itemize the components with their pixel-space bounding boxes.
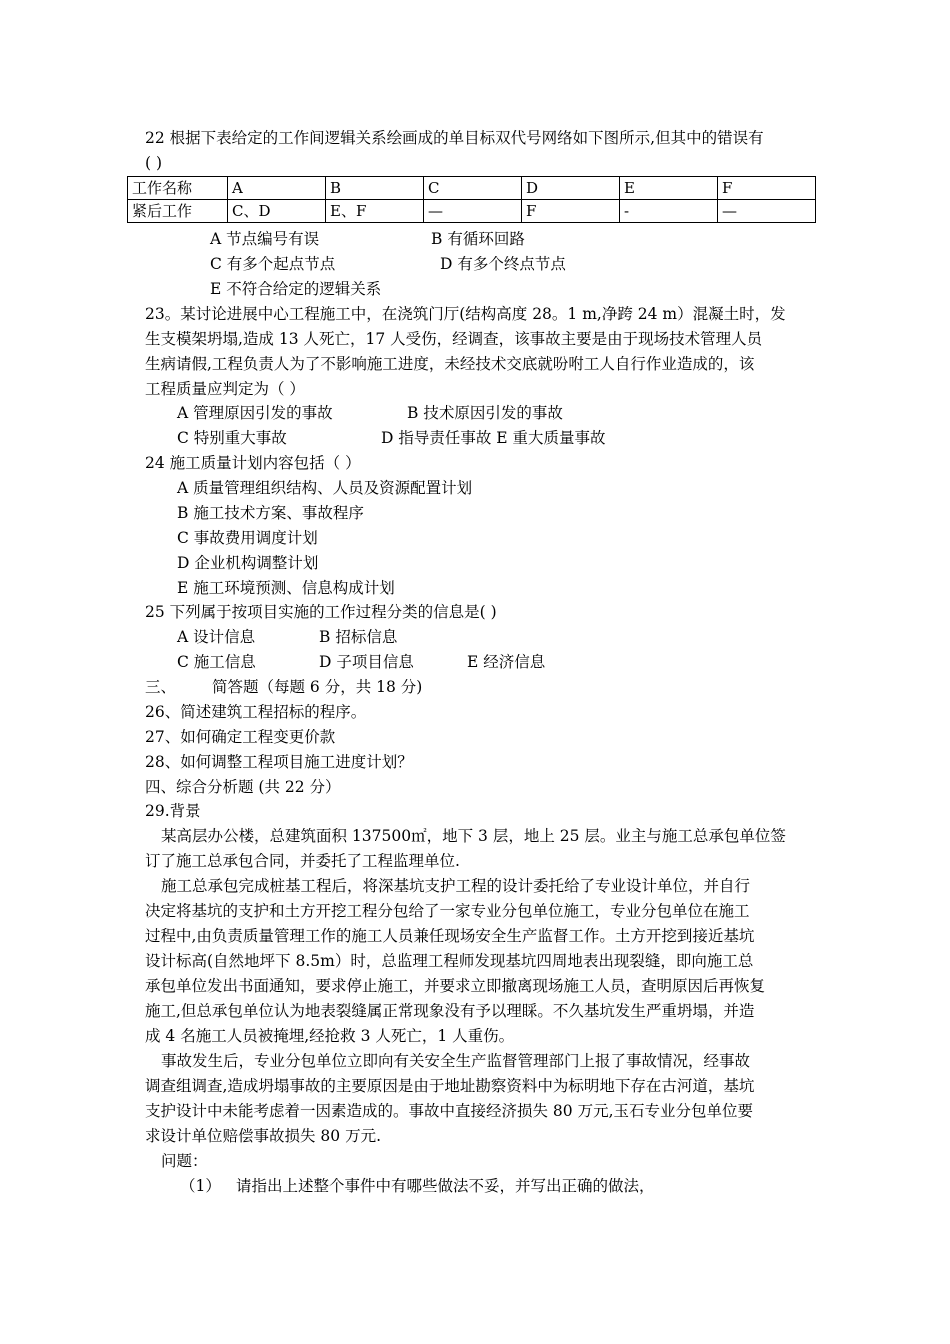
q29-para3-line: 支护设计中未能考虑着一因素造成的。事故中直接经济损失 80 万元,玉石专业分包单位要 — [145, 1102, 754, 1120]
q29-para2-line: 承包单位发出书面通知，要求停止施工，并要求立即撤离现场施工人员，查明原因后再恢复 — [145, 977, 766, 995]
q24-stem: 24 施工质量计划内容包括（ ） — [145, 454, 361, 472]
q23-option-b: B 技术原因引发的事故 — [407, 404, 563, 422]
q29-para2-line: 过程中,由负责质量管理工作的施工人员兼任现场安全生产监督工作。土方开挖到接近基坑 — [145, 927, 755, 945]
q25-option-a: A 设计信息 — [177, 628, 256, 646]
table-cell: F — [718, 177, 816, 200]
q24-option-b: B 施工技术方案、事故程序 — [177, 504, 364, 522]
q25-option-e: E 经济信息 — [467, 653, 546, 671]
q24-option-a: A 质量管理组织结构、人员及资源配置计划 — [177, 479, 473, 497]
q29-para3-line: 调查组调查,造成坍塌事故的主要原因是由于地址勘察资料中为标明地下存在古河道，基坑 — [145, 1077, 755, 1095]
section3-title: 简答题（每题 6 分，共 18 分) — [212, 678, 423, 696]
q23-option-de: D 指导责任事故 E 重大质量事故 — [381, 429, 606, 447]
table-cell: C — [424, 177, 522, 200]
q29-label: 29.背景 — [145, 802, 201, 820]
q23-stem-line: 23。某讨论进展中心工程施工中，在浇筑门厅(结构高度 28。1 m,净跨 24 m）混凝土时，发 — [145, 305, 786, 323]
q29-para1-line: 某高层办公楼，总建筑面积 137500㎡，地下 3 层，地上 25 层。业主与施工总承包单位签 — [161, 827, 786, 845]
q22-stem-line1: 22 根据下表给定的工作间逻辑关系绘画成的单目标双代号网络如下图所示,但其中的错误有 — [145, 129, 764, 147]
q29-question-label: 问题： — [161, 1152, 208, 1170]
q24-option-c: C 事故费用调度计划 — [177, 529, 318, 547]
table-cell: C、D — [228, 200, 326, 223]
q22-option-a: A 节点编号有误 — [210, 230, 320, 248]
q29-para2-line: 成 4 名施工人员被掩埋,经抢救 3 人死亡，1 人重伤。 — [145, 1027, 515, 1045]
table-row-header: 紧后工作 — [128, 200, 228, 223]
q23-stem-line: 生支模架坍塌,造成 13 人死亡，17 人受伤，经调查，该事故主要是由于现场技术管理人员 — [145, 330, 763, 348]
q29-sub1-number: （1） — [180, 1177, 221, 1195]
table-cell: E、F — [326, 200, 424, 223]
q29-para2-line: 施工,但总承包单位认为地表裂缝属正常现象没有予以理睬。不久基坑发生严重坍塌，并造 — [145, 1002, 755, 1020]
logic-relation-table — [127, 176, 816, 223]
q27: 27、如何确定工程变更价款 — [145, 728, 336, 746]
table-cell: D — [522, 177, 620, 200]
table-cell: F — [522, 200, 620, 223]
q25-option-d: D 子项目信息 — [319, 653, 414, 671]
q24-option-d: D 企业机构调整计划 — [177, 554, 319, 572]
q22-option-e: E 不符合给定的逻辑关系 — [210, 280, 382, 298]
q29-para3-line: 事故发生后，专业分包单位立即向有关安全生产监督管理部门上报了事故情况，经事故 — [161, 1052, 751, 1070]
q29-sub1-text: 请指出上述整个事件中有哪些做法不妥，并写出正确的做法， — [236, 1177, 655, 1195]
section4-title: 四、综合分析题 (共 22 分） — [145, 778, 341, 796]
q23-option-c: C 特别重大事故 — [177, 429, 287, 447]
q25-stem: 25 下列属于按项目实施的工作过程分类的信息是( ) — [145, 603, 497, 621]
table-cell: A — [228, 177, 326, 200]
q26: 26、简述建筑工程招标的程序。 — [145, 703, 367, 721]
q29-para3-line: 求设计单位赔偿事故损失 80 万元. — [145, 1127, 382, 1145]
q23-option-a: A 管理原因引发的事故 — [177, 404, 333, 422]
table-row — [128, 177, 816, 200]
table-cell: — — [718, 200, 816, 223]
q23-stem-line: 工程质量应判定为（ ） — [145, 380, 305, 398]
q29-para1-line: 订了施工总承包合同，并委托了工程监理单位. — [145, 852, 460, 870]
q25-option-c: C 施工信息 — [177, 653, 256, 671]
table-cell: — — [424, 200, 522, 223]
q22-option-d: D 有多个终点节点 — [440, 255, 566, 273]
table-row — [128, 200, 816, 223]
q29-para2-line: 设计标高(自然地坪下 8.5m）时，总监理工程师发现基坑四周地表出现裂缝，即向施工总 — [145, 952, 754, 970]
q22-option-b: B 有循环回路 — [431, 230, 525, 248]
q28: 28、如何调整工程项目施工进度计划？ — [145, 753, 413, 771]
q24-option-e: E 施工环境预测、信息构成计划 — [177, 579, 395, 597]
table-row-header: 工作名称 — [128, 177, 228, 200]
table-cell: - — [620, 200, 718, 223]
q25-option-b: B 招标信息 — [319, 628, 398, 646]
q29-para2-line: 施工总承包完成桩基工程后，将深基坑支护工程的设计委托给了专业设计单位，并自行 — [161, 877, 751, 895]
q23-stem-line: 生病请假,工程负责人为了不影响施工进度，未经技术交底就吩咐工人自行作业造成的，该 — [145, 355, 755, 373]
q29-para2-line: 决定将基坑的支护和土方开挖工程分包给了一家专业分包单位施工，专业分包单位在施工 — [145, 902, 750, 920]
section3-number: 三、 — [145, 678, 177, 696]
q22-option-c: C 有多个起点节点 — [210, 255, 336, 273]
table-cell: B — [326, 177, 424, 200]
table-cell: E — [620, 177, 718, 200]
q22-stem-line2: ( ) — [145, 154, 163, 172]
